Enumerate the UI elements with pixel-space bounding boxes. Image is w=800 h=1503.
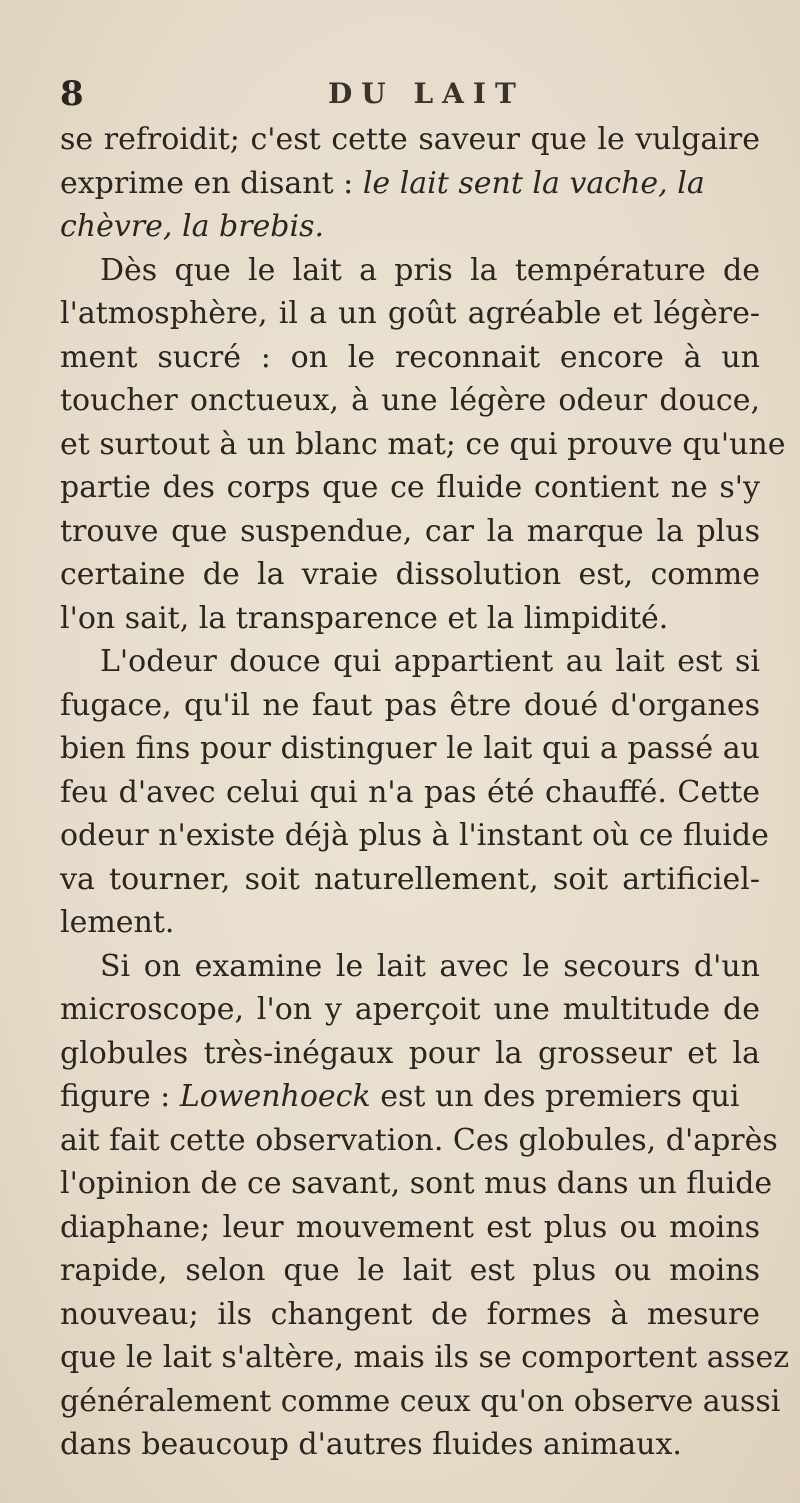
text-line: odeur n'existe déjà plus à l'instant où ce fluide [60, 818, 769, 853]
text-line: généralement comme ceux qu'on observe aussi [60, 1383, 781, 1419]
text-line: bien fins pour distinguer le lait qui a passé au [60, 731, 760, 766]
text-line: lement. [60, 905, 175, 940]
text-line: l'atmosphère, il a un goût agréable et légère- [60, 296, 760, 331]
text-line: ment sucré : on le reconnait encore à un [60, 339, 760, 375]
text-line [60, 162, 760, 206]
text-line: diaphane; leur mouvement est plus ou moins [60, 1209, 760, 1245]
text-line: et surtout à un blanc mat; ce qui prouve qu'une [60, 426, 786, 462]
text-line: rapide, selon que le lait est plus ou moins [60, 1253, 760, 1288]
text-line: microscope, l'on y aperçoit une multitude de [60, 992, 760, 1027]
text-line: globules très-inégaux pour la grosseur et la [60, 1035, 760, 1071]
page-header [60, 74, 760, 114]
text-line: dans beaucoup d'autres fluides animaux. [60, 1427, 682, 1462]
text-span: est un des premiers qui [370, 1079, 740, 1114]
author-name: Lowenhoeck [179, 1079, 371, 1114]
text-line: toucher onctueux, à une légère odeur douce, [60, 383, 760, 418]
text-line: que le lait s'altère, mais ils se comportent assez [60, 1340, 790, 1375]
body-text [60, 118, 790, 1467]
text-line: ait fait cette observation. Ces globules, d'après [60, 1122, 778, 1158]
text-line: partie des corps que ce fluide contient ne s'y [60, 470, 760, 505]
text-line: feu d'avec celui qui n'a pas été chauffé. Cette [60, 774, 760, 810]
text-line: l'opinion de ce savant, sont mus dans un fluide [60, 1166, 773, 1201]
text-line: se refroidit; c'est cette saveur que le vulgaire [60, 122, 760, 157]
quoted-saying: le lait sent la vache, la [362, 165, 705, 201]
text-line: nouveau; ils changent de formes à mesure [60, 1296, 760, 1332]
text-line: Dès que le lait a pris la température de [100, 252, 760, 288]
text-line: Si on examine le lait avec le secours d'un [100, 948, 760, 984]
text-line [60, 1075, 760, 1119]
running-head: DU LAIT [328, 77, 525, 110]
text-span: figure : [60, 1079, 180, 1114]
text-line: certaine de la vraie dissolution est, comme [60, 557, 760, 592]
text-line: trouve que suspendue, car la marque la plus [60, 513, 760, 549]
text-line: fugace, qu'il ne faut pas être doué d'organes [60, 687, 760, 723]
text-line: va tourner, soit naturellement, soit artificiel- [60, 861, 760, 897]
text-line: L'odeur douce qui appartient au lait est si [100, 644, 760, 679]
text-span: exprime en disant : [60, 165, 363, 201]
text-line: l'on sait, la transparence et la limpidité. [60, 600, 669, 636]
text-line: chèvre, la brebis. [60, 209, 325, 244]
page-number: 8 [60, 74, 84, 114]
